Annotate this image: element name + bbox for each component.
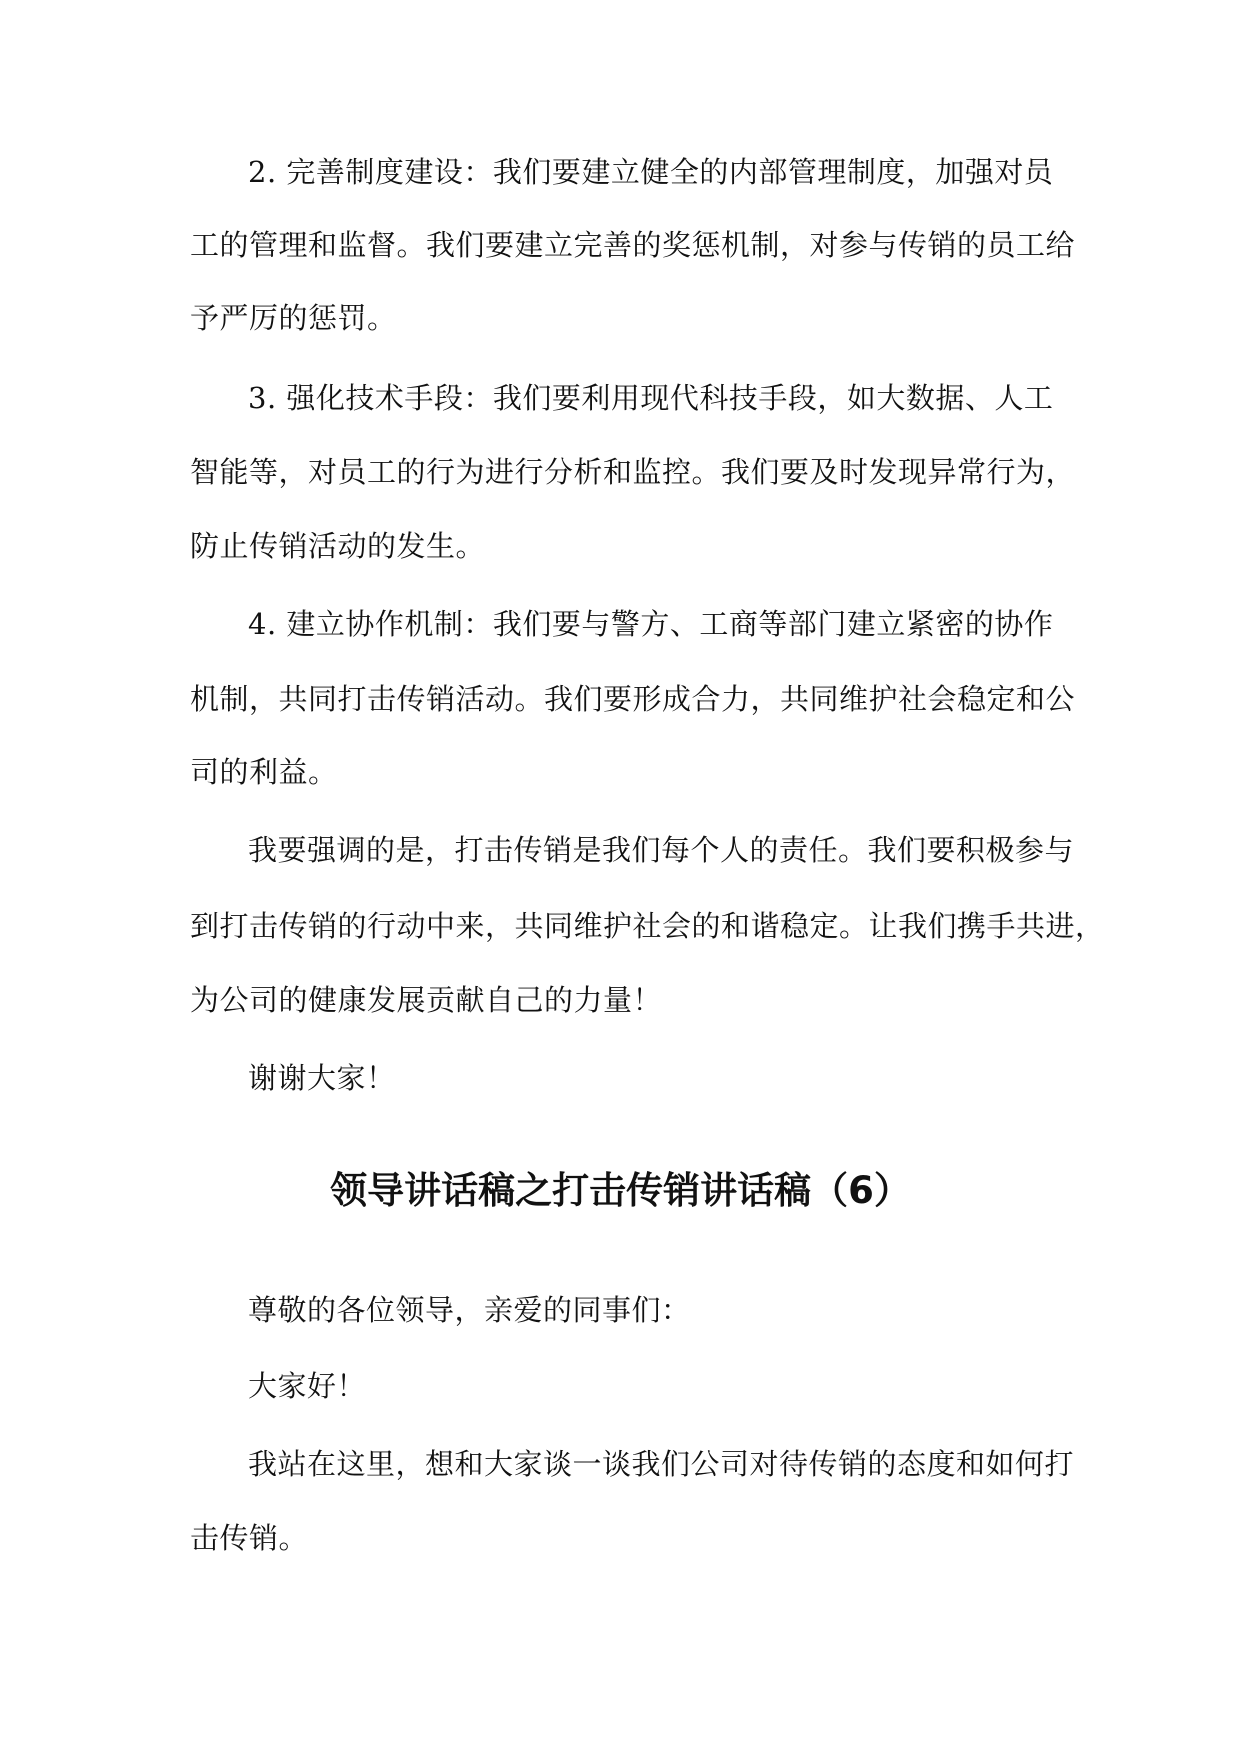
paragraph-line: 智能等，对员工的行为进行分析和监控。我们要及时发现异常行为， [190, 455, 1076, 489]
paragraph-line: 击传销。 [190, 1521, 309, 1555]
paragraph-line: 予严厉的惩罚。 [190, 301, 397, 335]
paragraph-line: 我要强调的是，打击传销是我们每个人的责任。我们要积极参与 [248, 833, 1075, 867]
section-title: 领导讲话稿之打击传销讲话稿（6） [330, 1169, 911, 1212]
paragraph-line: 防止传销活动的发生。 [190, 529, 486, 563]
paragraph-line: 我站在这里，想和大家谈一谈我们公司对待传销的态度和如何打 [248, 1447, 1075, 1481]
paragraph-line: 机制，共同打击传销活动。我们要形成合力，共同维护社会稳定和公 [190, 682, 1076, 716]
paragraph-line: 4. 建立协作机制：我们要与警方、工商等部门建立紧密的协作 [248, 607, 1054, 641]
paragraph-line: 司的利益。 [190, 755, 338, 789]
paragraph-line: 到打击传销的行动中来，共同维护社会的和谐稳定。让我们携手共进， [190, 909, 1105, 943]
paragraph-line: 谢谢大家！ [248, 1061, 396, 1095]
paragraph-line: 为公司的健康发展贡献自己的力量！ [190, 983, 663, 1017]
paragraph-line: 3. 强化技术手段：我们要利用现代科技手段，如大数据、人工 [248, 381, 1054, 415]
paragraph-line: 工的管理和监督。我们要建立完善的奖惩机制，对参与传销的员工给 [190, 228, 1076, 262]
paragraph-line: 2. 完善制度建设：我们要建立健全的内部管理制度，加强对员 [248, 155, 1054, 189]
paragraph-line: 大家好！ [248, 1369, 367, 1403]
paragraph-line: 尊敬的各位领导，亲爱的同事们： [248, 1293, 691, 1327]
